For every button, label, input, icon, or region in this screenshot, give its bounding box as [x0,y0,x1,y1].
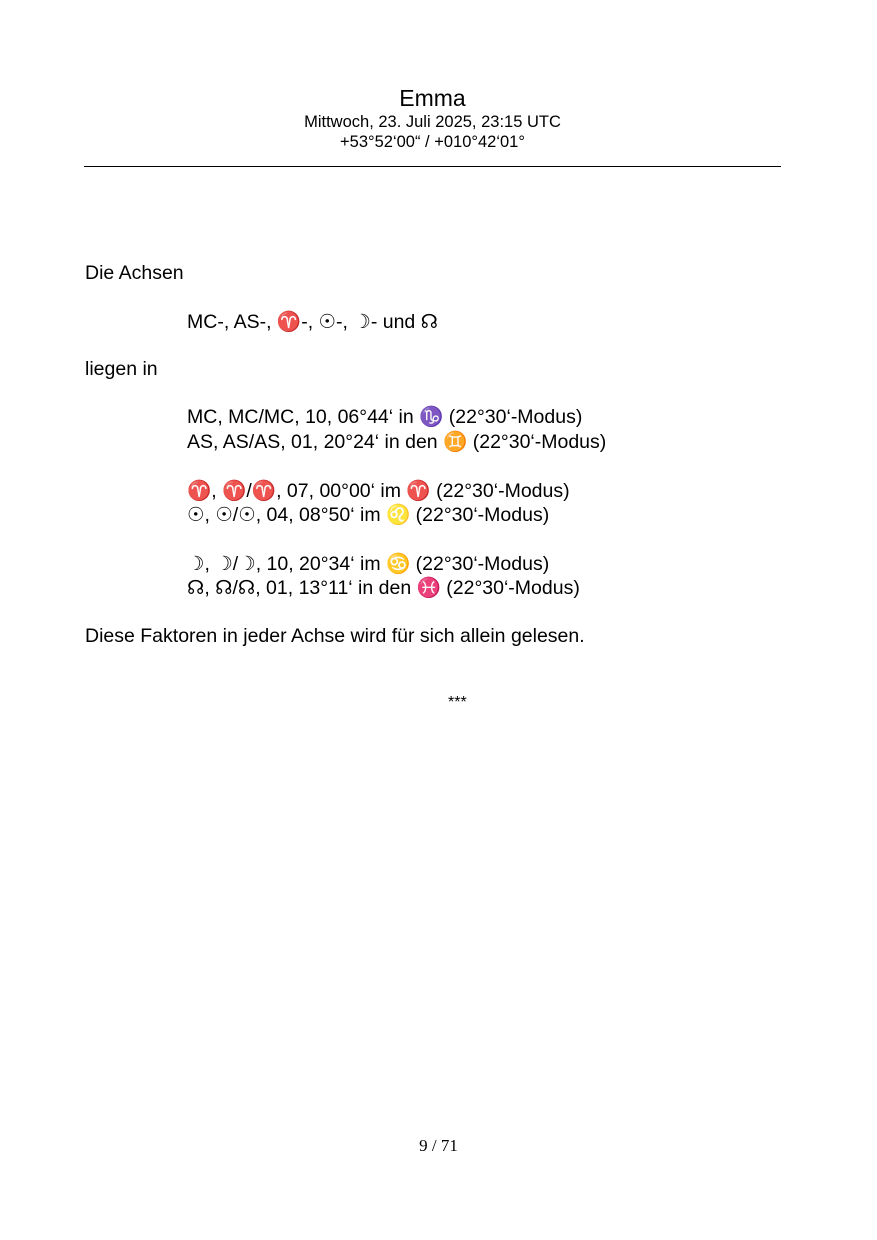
axis-line-moon: ☽, ☽/☽, 10, 20°34‘ im ♋ (22°30‘-Modus) [187,553,550,575]
axis-line-as: AS, AS/AS, 01, 20°24‘ in den ♊ (22°30‘-Modus) [187,431,607,453]
section-separator: *** [448,694,467,711]
chart-coordinates: +53°52‘00“ / +010°42‘01° [340,133,525,151]
axis-line-mc: MC, MC/MC, 10, 06°44‘ in ♑ (22°30‘-Modus) [187,406,583,428]
factors-line: MC-, AS-, ♈-, ☉-, ☽- und ☊ [187,311,439,333]
axis-line-aries: ♈, ♈/♈, 07, 00°00‘ im ♈ (22°30‘-Modus) [187,480,570,502]
conclusion-text: Diese Faktoren in jeder Achse wird für sich allein gelesen. [85,625,585,647]
header-divider [84,166,781,167]
document-header [84,84,781,152]
chart-datetime: Mittwoch, 23. Juli 2025, 23:15 UTC [304,113,561,131]
axis-line-node: ☊, ☊/☊, 01, 13°11‘ in den ♓ (22°30‘-Modus) [187,577,580,599]
lie-in-text: liegen in [85,358,158,380]
chart-name: Emma [399,85,466,111]
intro-text: Die Achsen [85,262,184,284]
axis-line-sun: ☉, ☉/☉, 04, 08°50‘ im ♌ (22°30‘-Modus) [187,504,550,526]
page-number: 9 / 71 [419,1136,458,1155]
